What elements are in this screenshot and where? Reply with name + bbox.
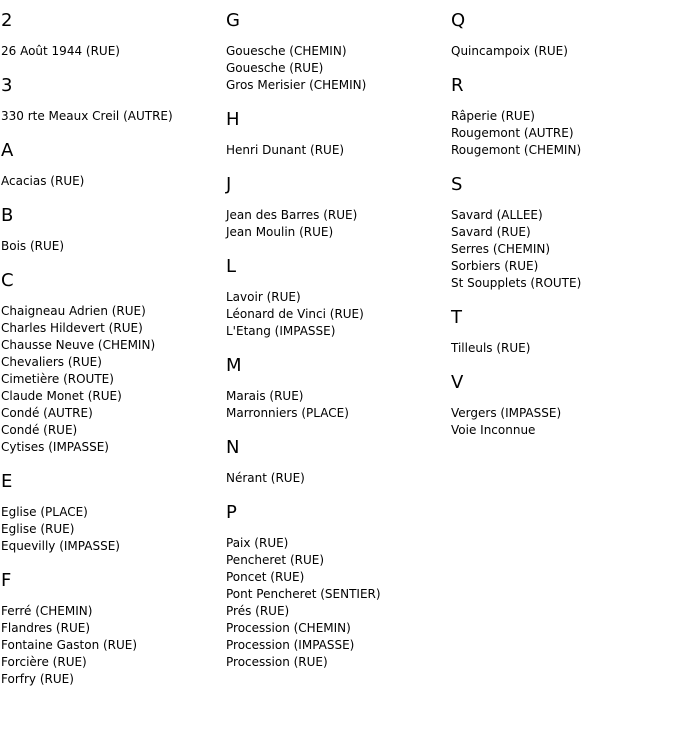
street-item: Chevaliers (RUE)	[1, 355, 102, 369]
street-item: Procession (IMPASSE)	[226, 638, 355, 652]
street-item: 26 Août 1944 (RUE)	[1, 44, 120, 58]
street-list	[451, 340, 671, 357]
letter-group	[1, 270, 221, 456]
street-list	[1, 303, 221, 456]
street-list	[226, 470, 446, 487]
street-list	[1, 173, 221, 190]
letter-group	[451, 372, 671, 439]
street-item: Procession (CHEMIN)	[226, 621, 351, 635]
letter-heading: F	[1, 570, 12, 591]
street-item: Gouesche (CHEMIN)	[226, 44, 347, 58]
street-item: Cytises (IMPASSE)	[1, 440, 109, 454]
letter-group	[226, 109, 446, 159]
street-item: Eglise (PLACE)	[1, 505, 88, 519]
letter-group	[226, 437, 446, 487]
letter-heading: E	[1, 471, 13, 492]
street-item: Lavoir (RUE)	[226, 290, 301, 304]
street-item: Rougemont (AUTRE)	[451, 126, 574, 140]
street-item: Tilleuls (RUE)	[451, 341, 531, 355]
street-item: L'Etang (IMPASSE)	[226, 324, 336, 338]
street-item: Forcière (RUE)	[1, 655, 87, 669]
street-item: Condé (RUE)	[1, 423, 78, 437]
letter-group	[1, 205, 221, 255]
street-item: Flandres (RUE)	[1, 621, 90, 635]
street-item: Quincampoix (RUE)	[451, 44, 568, 58]
street-list	[1, 108, 221, 125]
letter-heading: S	[451, 174, 463, 195]
letter-heading: V	[451, 372, 464, 393]
street-item: Gros Merisier (CHEMIN)	[226, 78, 367, 92]
letter-heading: C	[1, 270, 14, 291]
letter-heading: R	[451, 75, 464, 96]
letter-group	[226, 256, 446, 340]
street-item: Claude Monet (RUE)	[1, 389, 122, 403]
street-item: 330 rte Meaux Creil (AUTRE)	[1, 109, 173, 123]
street-item: Charles Hildevert (RUE)	[1, 321, 143, 335]
letter-group	[451, 307, 671, 357]
street-item: Bois (RUE)	[1, 239, 65, 253]
street-item: Marais (RUE)	[226, 389, 304, 403]
street-item: Ferré (CHEMIN)	[1, 604, 93, 618]
letter-group	[226, 502, 446, 671]
street-item: Voie Inconnue	[451, 423, 536, 437]
street-item: Savard (RUE)	[451, 225, 531, 239]
letter-heading: T	[451, 307, 462, 328]
street-list	[226, 289, 446, 340]
letter-heading: 2	[1, 10, 13, 31]
letter-heading: 3	[1, 75, 13, 96]
letter-group	[451, 75, 671, 159]
street-item: Paix (RUE)	[226, 536, 289, 550]
street-list	[1, 238, 221, 255]
column-1	[1, 10, 221, 703]
letter-heading: B	[1, 205, 14, 226]
street-item: Jean des Barres (RUE)	[226, 208, 358, 222]
letter-group	[451, 10, 671, 60]
street-item: Acacias (RUE)	[1, 174, 85, 188]
letter-group	[451, 174, 671, 292]
letter-heading: Q	[451, 10, 466, 31]
column-3	[451, 10, 671, 454]
street-list	[1, 43, 221, 60]
street-list	[226, 535, 446, 671]
letter-group	[1, 10, 221, 60]
street-item: Fontaine Gaston (RUE)	[1, 638, 138, 652]
street-item: Râperie (RUE)	[451, 109, 535, 123]
street-list	[451, 43, 671, 60]
street-list	[226, 388, 446, 422]
street-item: Rougemont (CHEMIN)	[451, 143, 582, 157]
letter-heading: A	[1, 140, 14, 161]
street-item: Jean Moulin (RUE)	[226, 225, 334, 239]
street-item: Condé (AUTRE)	[1, 406, 93, 420]
letter-group	[1, 140, 221, 190]
street-item: Forfry (RUE)	[1, 672, 74, 686]
street-list	[451, 405, 671, 439]
letter-group	[226, 174, 446, 241]
street-list	[226, 207, 446, 241]
street-list	[451, 207, 671, 292]
column-2	[226, 10, 446, 686]
letter-heading: H	[226, 109, 240, 130]
street-item: Vergers (IMPASSE)	[451, 406, 562, 420]
letter-heading: L	[226, 256, 237, 277]
letter-heading: P	[226, 502, 237, 523]
letter-group	[226, 355, 446, 422]
street-item: Equevilly (IMPASSE)	[1, 539, 120, 553]
street-item: Poncet (RUE)	[226, 570, 305, 584]
street-list	[226, 43, 446, 94]
street-item: Pencheret (RUE)	[226, 553, 325, 567]
letter-group	[1, 570, 221, 688]
street-list	[226, 142, 446, 159]
street-item: Serres (CHEMIN)	[451, 242, 551, 256]
street-list	[1, 504, 221, 555]
letter-group	[226, 10, 446, 94]
street-item: Pont Pencheret (SENTIER)	[226, 587, 381, 601]
street-item: Marronniers (PLACE)	[226, 406, 349, 420]
street-item: Savard (ALLEE)	[451, 208, 543, 222]
letter-group	[1, 471, 221, 555]
letter-group	[1, 75, 221, 125]
street-item: St Soupplets (ROUTE)	[451, 276, 582, 290]
street-item: Sorbiers (RUE)	[451, 259, 539, 273]
street-item: Prés (RUE)	[226, 604, 290, 618]
letter-heading: M	[226, 355, 242, 376]
street-item: Nérant (RUE)	[226, 471, 305, 485]
street-item: Eglise (RUE)	[1, 522, 75, 536]
street-item: Chausse Neuve (CHEMIN)	[1, 338, 156, 352]
street-item: Procession (RUE)	[226, 655, 328, 669]
street-item: Chaigneau Adrien (RUE)	[1, 304, 146, 318]
letter-heading: N	[226, 437, 240, 458]
street-item: Gouesche (RUE)	[226, 61, 324, 75]
street-list	[1, 603, 221, 688]
street-item: Léonard de Vinci (RUE)	[226, 307, 364, 321]
street-item: Henri Dunant (RUE)	[226, 143, 345, 157]
letter-heading: G	[226, 10, 240, 31]
street-item: Cimetière (ROUTE)	[1, 372, 114, 386]
letter-heading: J	[226, 174, 232, 195]
street-list	[451, 108, 671, 159]
